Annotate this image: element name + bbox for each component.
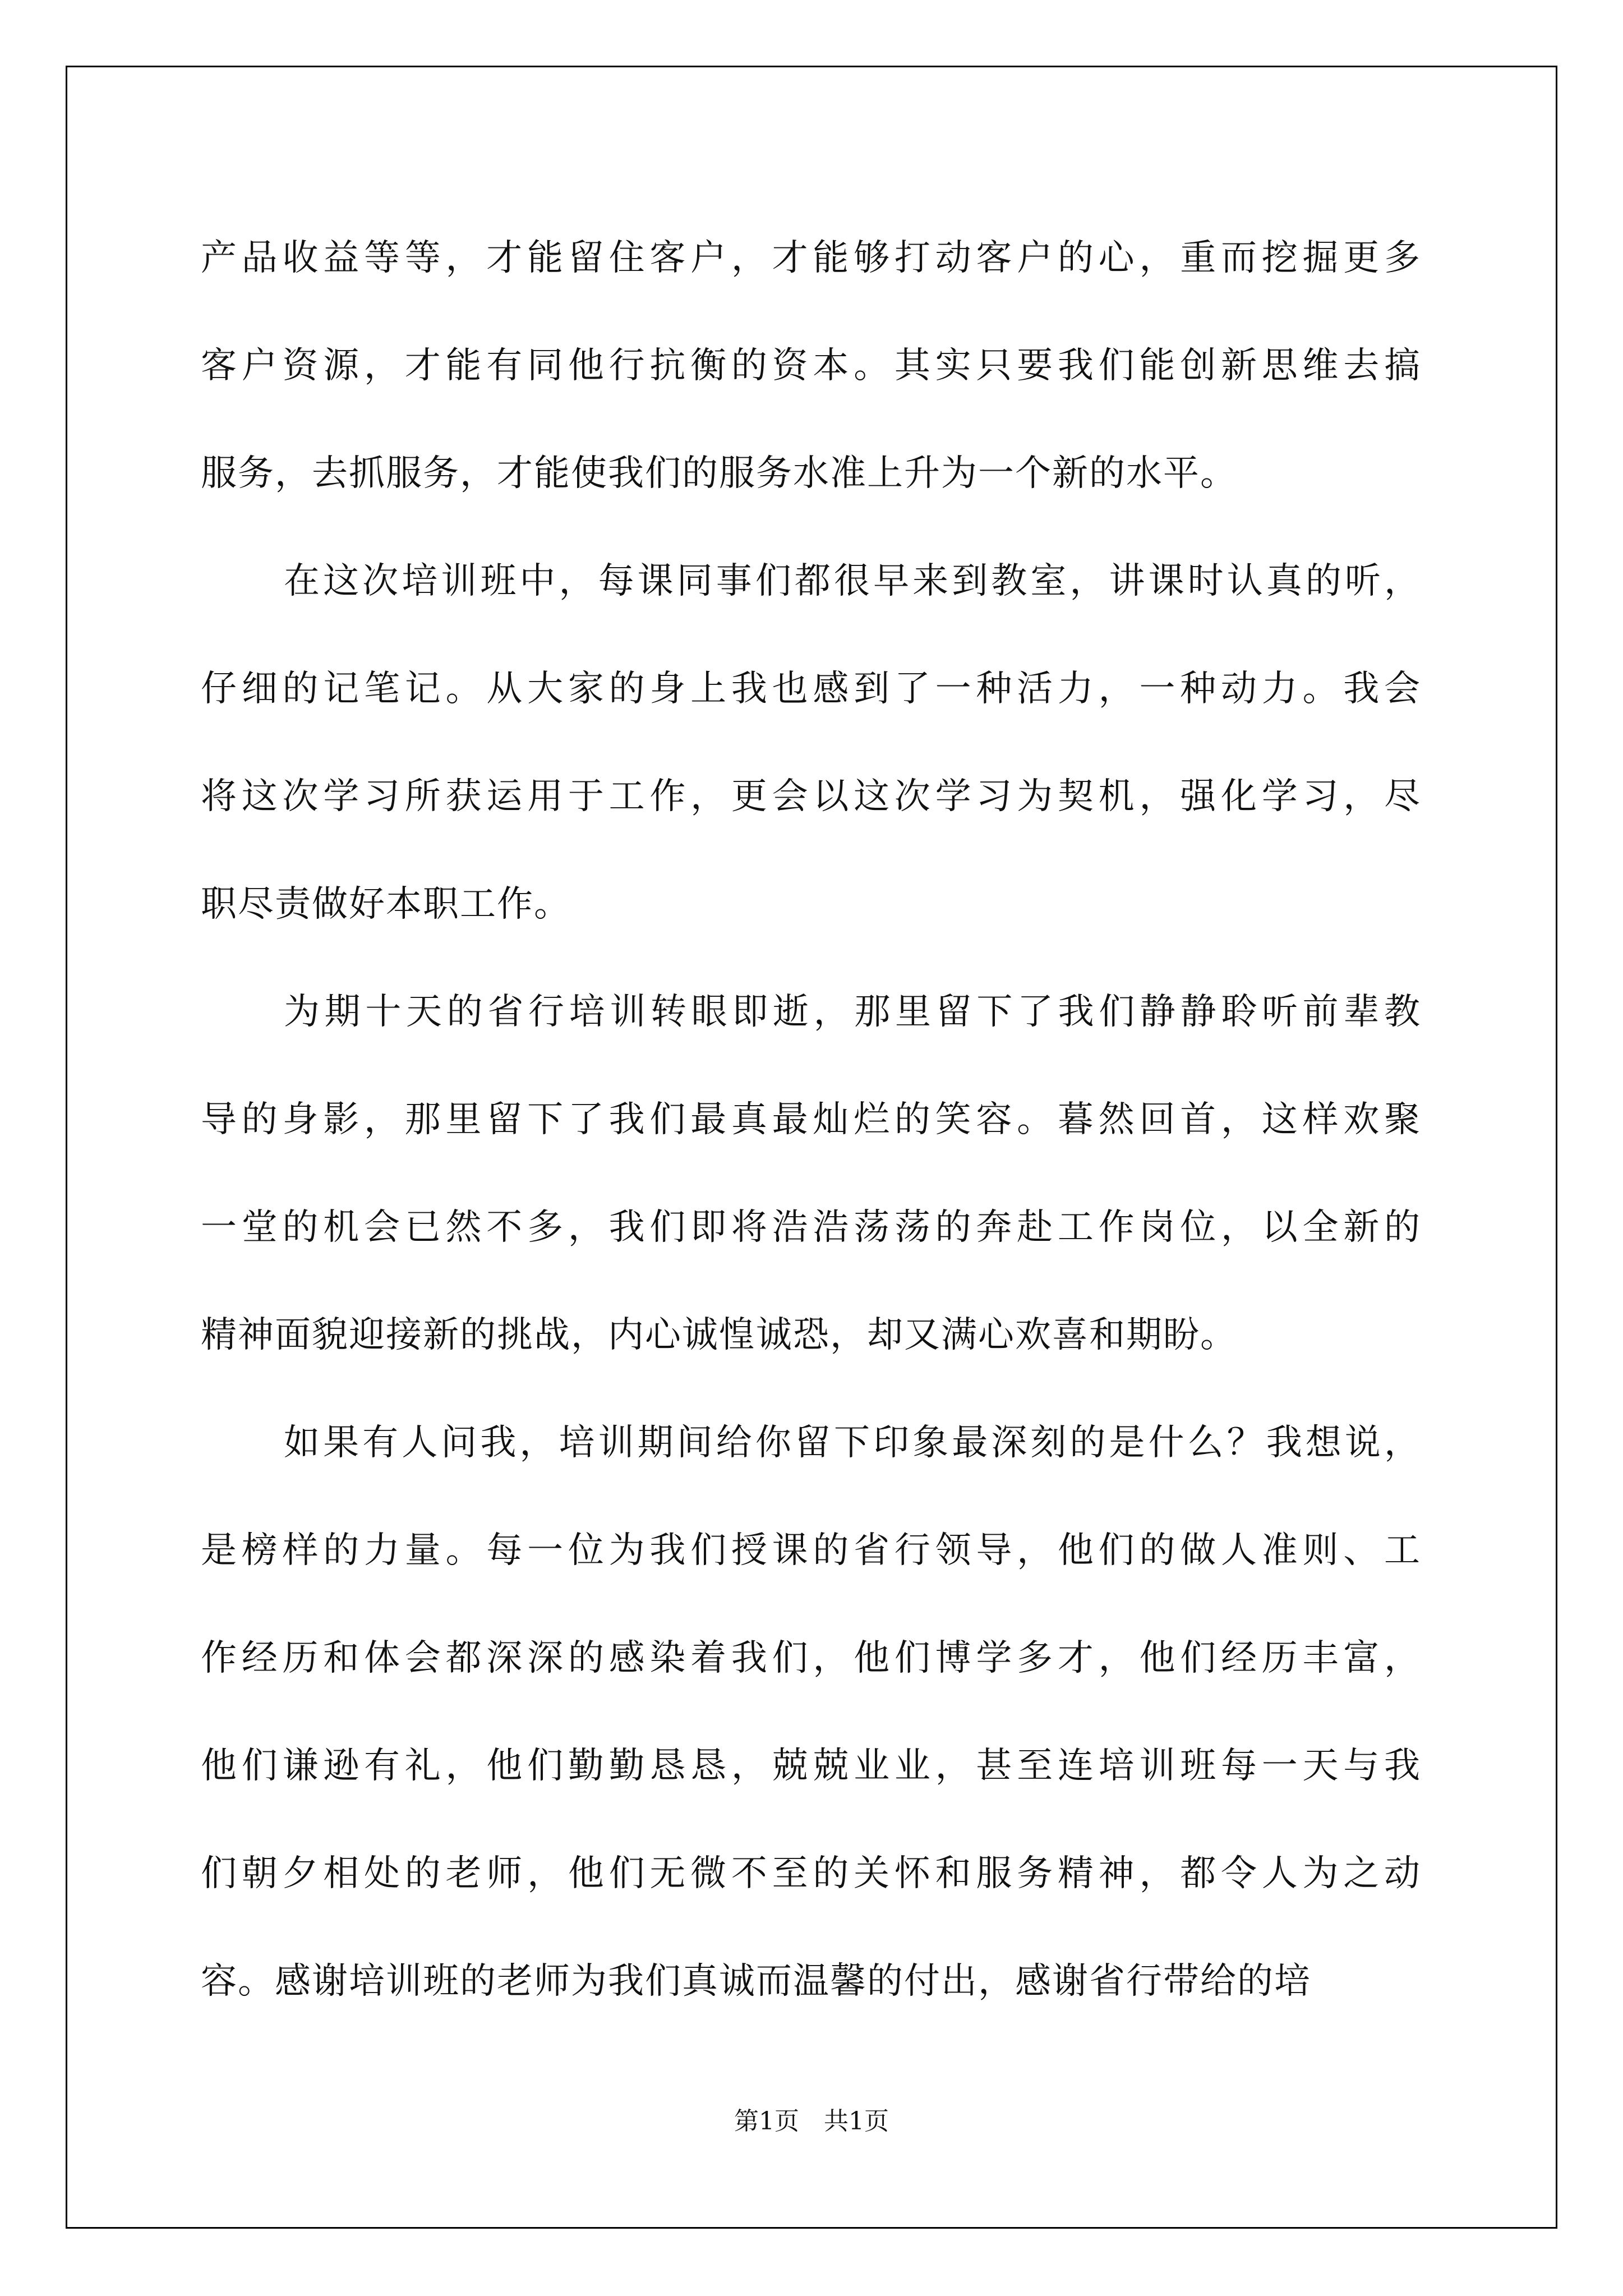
paragraph-line: 将这次学习所获运用于工作，更会以这次学习为契机，强化学习，尽 [201, 776, 1421, 817]
paragraph-line: 他们谦逊有礼，他们勤勤恳恳，兢兢业业，甚至连培训班每一天与我 [201, 1745, 1421, 1787]
paragraph-line: 产品收益等等，才能留住客户，才能够打动客户的心，重而挖掘更多 [201, 237, 1421, 279]
document-body [201, 204, 1421, 2035]
paragraph-line: 一堂的机会已然不多，我们即将浩浩荡荡的奔赴工作岗位，以全新的 [201, 1207, 1421, 1248]
paragraph-line: 在这次培训班中，每课同事们都很早来到教室，讲课时认真的听， [284, 560, 1421, 602]
paragraph-line: 们朝夕相处的老师，他们无微不至的关怀和服务精神，都令人为之动 [201, 1853, 1421, 1894]
paragraph-line: 是榜样的力量。每一位为我们授课的省行领导，他们的做人准则、工 [201, 1530, 1421, 1571]
paragraph-line: 职尽责做好本职工作。 [201, 884, 571, 925]
paragraph-line: 作经历和体会都深深的感染着我们，他们博学多才，他们经历丰富， [201, 1637, 1421, 1679]
paragraph-line: 精神面貌迎接新的挑战，内心诚惶诚恐，却又满心欢喜和期盼。 [201, 1314, 1237, 1356]
paragraph-line: 客户资源，才能有同他行抗衡的资本。其实只要我们能创新思维去搞 [201, 345, 1421, 386]
paragraph-line: 仔细的记笔记。从大家的身上我也感到了一种活力，一种动力。我会 [201, 668, 1421, 710]
paragraph-line: 导的身影，那里留下了我们最真最灿烂的笑容。暮然回首，这样欢聚 [201, 1099, 1421, 1140]
paragraph-line: 服务，去抓服务，才能使我们的服务水准上升为一个新的水平。 [201, 453, 1237, 494]
paragraph-line: 容。感谢培训班的老师为我们真诚而温馨的付出，感谢省行带给的培 [201, 1961, 1311, 2002]
page-footer: 第1页 共1页 [734, 2107, 889, 2136]
paragraph-line: 为期十天的省行培训转眼即逝，那里留下了我们静静聆听前辈教 [284, 991, 1421, 1033]
paragraph-line: 如果有人问我，培训期间给你留下印象最深刻的是什么？我想说， [284, 1422, 1421, 1464]
